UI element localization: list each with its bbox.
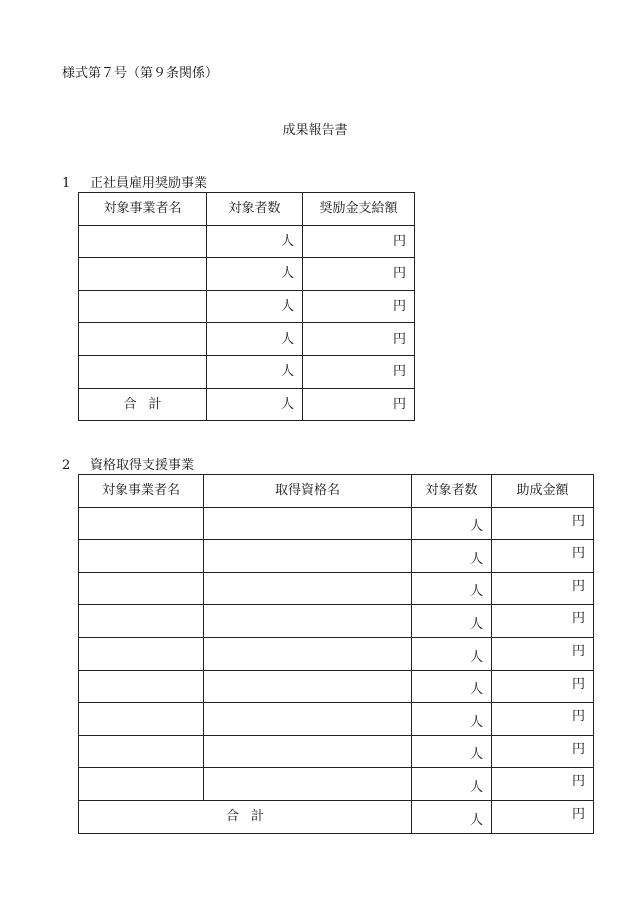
table-row <box>79 670 594 703</box>
business-name-cell <box>79 637 204 670</box>
business-name-cell <box>79 703 204 736</box>
business-name-cell <box>79 605 204 638</box>
table-row <box>79 355 415 388</box>
total-grant-amount-cell: 円 <box>492 800 594 833</box>
incentive-amount-cell: 円 <box>303 225 415 258</box>
total-label: 合計 <box>79 800 412 833</box>
person-count-cell: 人 <box>412 572 492 605</box>
table-row <box>79 507 594 540</box>
business-name-cell <box>79 507 204 540</box>
table-row <box>79 258 415 291</box>
business-name-cell <box>79 225 207 258</box>
business-name-cell <box>79 258 207 291</box>
person-count-cell: 人 <box>207 355 303 388</box>
table-row <box>79 735 594 768</box>
person-count-cell: 人 <box>412 507 492 540</box>
table-row <box>79 290 415 323</box>
total-row <box>79 388 415 421</box>
table-row <box>79 768 594 801</box>
employment-incentive-table <box>78 192 415 421</box>
person-count-cell: 人 <box>412 703 492 736</box>
person-count-cell: 人 <box>412 670 492 703</box>
person-count-cell: 人 <box>412 605 492 638</box>
grant-amount-cell: 円 <box>492 768 594 801</box>
business-name-cell <box>79 768 204 801</box>
column-header-grant-amount: 助成金額 <box>492 475 594 508</box>
column-header-person-count: 対象者数 <box>412 475 492 508</box>
qualification-support-table <box>78 474 594 834</box>
table-row <box>79 225 415 258</box>
business-name-cell <box>79 670 204 703</box>
person-count-cell: 人 <box>412 637 492 670</box>
qualification-name-cell <box>204 507 412 540</box>
qualification-name-cell <box>204 670 412 703</box>
section1-number: 1 <box>62 176 71 191</box>
total-person-count-cell: 人 <box>207 388 303 421</box>
table-row <box>79 572 594 605</box>
person-count-cell: 人 <box>207 323 303 356</box>
qualification-name-cell <box>204 735 412 768</box>
section1-title: 正社員雇用奨励事業 <box>90 176 208 191</box>
qualification-name-cell <box>204 637 412 670</box>
business-name-cell <box>79 735 204 768</box>
person-count-cell: 人 <box>412 540 492 573</box>
column-header-business-name: 対象事業者名 <box>79 193 207 226</box>
person-count-cell: 人 <box>207 225 303 258</box>
incentive-amount-cell: 円 <box>303 355 415 388</box>
grant-amount-cell: 円 <box>492 637 594 670</box>
column-header-incentive-amount: 奨励金支給額 <box>303 193 415 226</box>
person-count-cell: 人 <box>412 735 492 768</box>
business-name-cell <box>79 323 207 356</box>
section2-number: 2 <box>62 458 71 473</box>
section2-heading <box>62 454 194 473</box>
qualification-name-cell <box>204 540 412 573</box>
business-name-cell <box>79 540 204 573</box>
qualification-name-cell <box>204 768 412 801</box>
person-count-cell: 人 <box>207 290 303 323</box>
grant-amount-cell: 円 <box>492 735 594 768</box>
business-name-cell <box>79 290 207 323</box>
table-header-row <box>79 475 594 508</box>
business-name-cell <box>79 355 207 388</box>
person-count-cell: 人 <box>207 258 303 291</box>
form-label: 様式第７号（第９条関係） <box>62 66 219 81</box>
section1-heading <box>62 172 207 191</box>
table-row <box>79 703 594 736</box>
incentive-amount-cell: 円 <box>303 290 415 323</box>
table-header-row <box>79 193 415 226</box>
table-row <box>79 637 594 670</box>
grant-amount-cell: 円 <box>492 572 594 605</box>
total-row <box>79 800 594 833</box>
grant-amount-cell: 円 <box>492 670 594 703</box>
qualification-name-cell <box>204 572 412 605</box>
column-header-qualification-name: 取得資格名 <box>204 475 412 508</box>
table-row <box>79 323 415 356</box>
total-label: 合計 <box>79 388 207 421</box>
column-header-person-count: 対象者数 <box>207 193 303 226</box>
section2-title: 資格取得支援事業 <box>90 458 195 473</box>
table-row <box>79 540 594 573</box>
business-name-cell <box>79 572 204 605</box>
grant-amount-cell: 円 <box>492 605 594 638</box>
person-count-cell: 人 <box>412 768 492 801</box>
qualification-name-cell <box>204 605 412 638</box>
total-incentive-amount-cell: 円 <box>303 388 415 421</box>
grant-amount-cell: 円 <box>492 507 594 540</box>
grant-amount-cell: 円 <box>492 703 594 736</box>
column-header-business-name: 対象事業者名 <box>79 475 204 508</box>
document-title: 成果報告書 <box>282 123 348 138</box>
incentive-amount-cell: 円 <box>303 258 415 291</box>
table-row <box>79 605 594 638</box>
grant-amount-cell: 円 <box>492 540 594 573</box>
total-person-count-cell: 人 <box>412 800 492 833</box>
qualification-name-cell <box>204 703 412 736</box>
incentive-amount-cell: 円 <box>303 323 415 356</box>
